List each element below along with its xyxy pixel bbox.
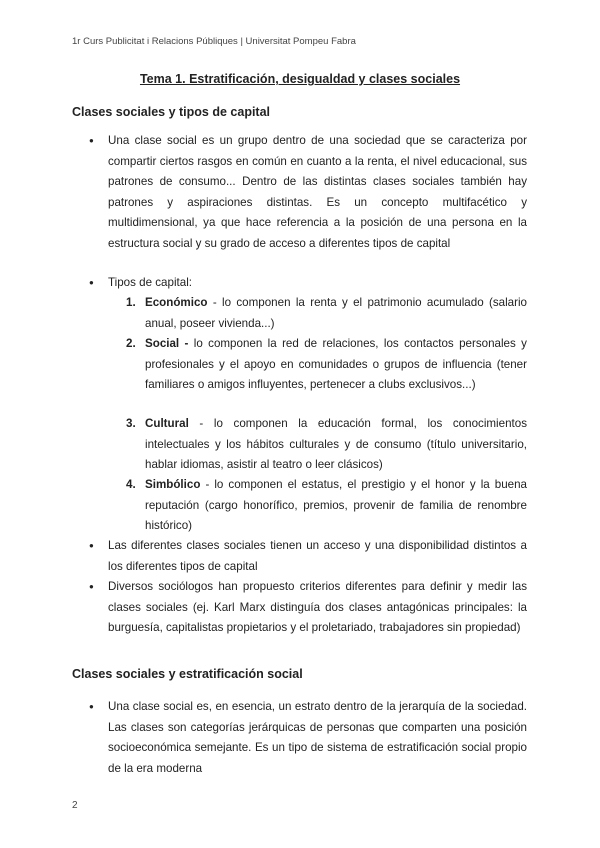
section-heading-stratification: Clases sociales y estratificación social <box>72 667 303 681</box>
page-number: 2 <box>72 800 78 811</box>
capital-description: - lo componen la renta y el patrimonio acumulado (salario anual, poseer vivienda...) <box>145 296 527 330</box>
capital-term: Simbólico <box>145 478 201 491</box>
list-number: 3. <box>126 417 136 430</box>
capital-description: lo componen la red de relaciones, los contactos personales y profesionales y el apoyo en comunidades o grupos de influencia (tener familiares o amigos influyentes, pertenecer a clubs exclusivos...) <box>145 337 527 391</box>
capital-term: Social - <box>145 337 189 350</box>
capital-item-cultural <box>126 414 527 476</box>
bullet-capital-types: ● Tipos de capital: <box>108 273 527 294</box>
document-title: Tema 1. Estratificación, desigualdad y clases sociales <box>139 72 461 86</box>
capital-item-economic <box>126 293 527 334</box>
list-number: 1. <box>126 296 136 309</box>
section-heading-capital: Clases sociales y tipos de capital <box>72 105 271 119</box>
list-number: 2. <box>126 337 136 350</box>
bullet-sociologists: ● Diversos sociólogos han propuesto criterios diferentes para definir y medir las clases sociales (ej. Karl Marx distinguía dos clases antagónicas principales: la burguesía, capitalistas propietarios y el proletariado, trabajadores sin propiedad) <box>108 577 527 639</box>
page-header: 1r Curs Publicitat i Relacions Públiques | Universitat Pompeu Fabra <box>72 36 356 47</box>
bullet-stratum: ● Una clase social es, en esencia, un estrato dentro de la jerarquía de la sociedad. Las clases son categorías jerárquicas de personas que comparten una posición socioeconómica semejante. Es un tipo de sistema de estratificación social propio de la era moderna <box>108 697 527 779</box>
capital-term: Económico <box>145 296 208 309</box>
capital-item-symbolic <box>126 475 527 537</box>
capital-description: - lo componen el estatus, el prestigio y el honor y la buena reputación (cargo honorífico, premios, provenir de familia de renombre histórico) <box>145 478 527 532</box>
bullet-access: ● Las diferentes clases sociales tienen un acceso y una disponibilidad distintos a los diferentes tipos de capital <box>108 536 527 577</box>
capital-item-social <box>126 334 527 396</box>
bullet-definition: ● Una clase social es un grupo dentro de una sociedad que se caracteriza por compartir ciertos rasgos en común en cuanto a la renta, el nivel educacional, sus patrones de consumo... Dentro de las distintas clases sociales también hay patrones y aspiraciones distintas. Es un concepto multifacético y multidimensional, ya que hace referencia a la posición de una persona en la estructura social y su grado de acceso a diferentes tipos de capital <box>108 131 527 254</box>
list-number: 4. <box>126 478 136 491</box>
capital-description: - lo componen la educación formal, los conocimientos intelectuales y los hábitos culturales y de consumo (título universitario, hablar idiomas, asistir al teatro o leer clásicos) <box>145 417 527 471</box>
capital-term: Cultural <box>145 417 189 430</box>
